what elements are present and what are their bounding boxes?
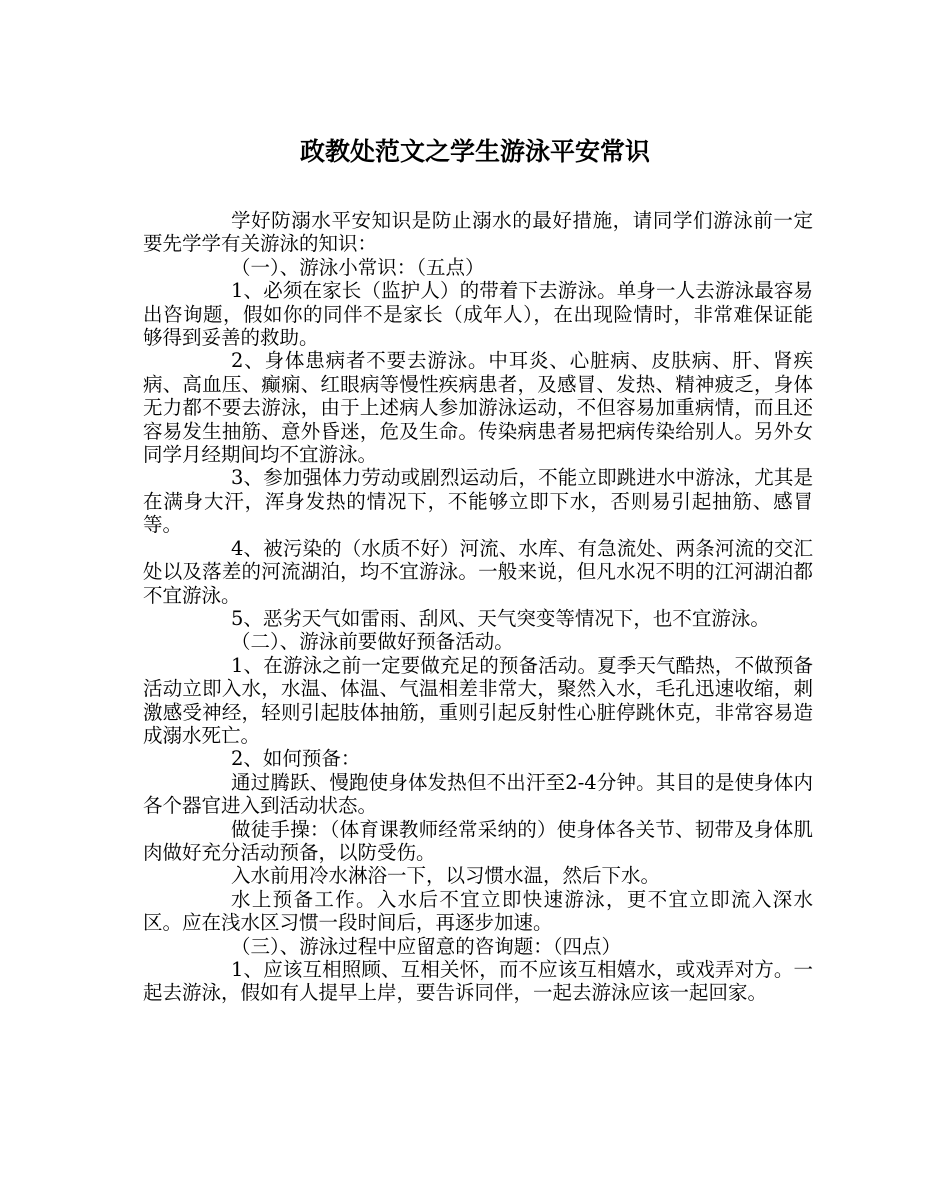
body-paragraph: 入水前用冷水淋浴一下，以习惯水温，然后下水。 <box>231 864 661 888</box>
body-paragraph: 1、必须在家长（监护人）的带着下去游泳。单身一人去游泳最容易出咨询题，假如你的同伴不是家长（成年人），在出现险情时，非常难保证能够得到妥善的救助。 <box>143 279 813 350</box>
body-paragraph: 2、身体患病者不要去游泳。中耳炎、心脏病、皮肤病、肝、肾疾病、高血压、癫痫、红眼病等慢性疾病患者，及感冒、发热、精神疲乏，身体无力都不要去游泳，由于上述病人参加游泳运动，不但容易加重病情，而且还容易发生抽筋、意外昏迷，危及生命。传染病患者易把病传染给别人。另外女同学月经期间均不宜游泳。 <box>143 349 813 467</box>
document-body <box>143 209 813 1005</box>
body-paragraph: 1、应该互相照顾、互相关怀，而不应该互相嬉水，或戏弄对方。一起去游泳，假如有人提早上岸，要告诉同伴，一起去游泳应该一起回家。 <box>143 958 813 1005</box>
body-paragraph: 水上预备工作。入水后不宜立即快速游泳，更不宜立即流入深水区。应在浅水区习惯一段时间后，再逐步加速。 <box>143 887 813 935</box>
body-paragraph: 2、如何预备： <box>231 747 361 771</box>
section-heading: （二）、游泳前要做好预备活动。 <box>231 630 514 654</box>
body-paragraph: 通过腾跃、慢跑使身体发热但不出汗至2-4分钟。其目的是使身体内各个器官进入到活动状态。 <box>143 770 813 818</box>
body-paragraph: 3、参加强体力劳动或剧烈运动后，不能立即跳进水中游泳，尤其是在满身大汗，浑身发热的情况下，不能够立即下水，否则易引起抽筋、感冒等。 <box>143 466 813 537</box>
intro-paragraph: 学好防溺水平安知识是防止溺水的最好措施，请同学们游泳前一定要先学学有关游泳的知识： <box>143 209 813 256</box>
body-paragraph: 5、恶劣天气如雷雨、刮风、天气突变等情况下，也不宜游泳。 <box>231 606 770 630</box>
body-paragraph: 做徒手操：（体育课教师经常采纳的）使身体各关节、韧带及身体肌肉做好充分活动预备，以防受伤。 <box>143 817 813 864</box>
body-paragraph: 4、被污染的（水质不好）河流、水库、有急流处、两条河流的交汇处以及落差的河流湖泊，均不宜游泳。一般来说，但凡水况不明的江河湖泊都不宜游泳。 <box>143 536 813 607</box>
document-title: 政教处范文之学生游泳平安常识 <box>299 137 650 166</box>
section-heading: （一）、游泳小常识：（五点） <box>231 255 485 279</box>
body-paragraph: 1、在游泳之前一定要做充足的预备活动。夏季天气酷热，不做预备活动立即入水，水温、体温、气温相差非常大，聚然入水，毛孔迅速收缩，刺激感受神经，轻则引起肢体抽筋，重则引起反射性心脏停跳休克，非常容易造成溺水死亡。 <box>143 653 813 747</box>
section-heading: （三）、游泳过程中应留意的咨询题：（四点） <box>231 934 622 958</box>
